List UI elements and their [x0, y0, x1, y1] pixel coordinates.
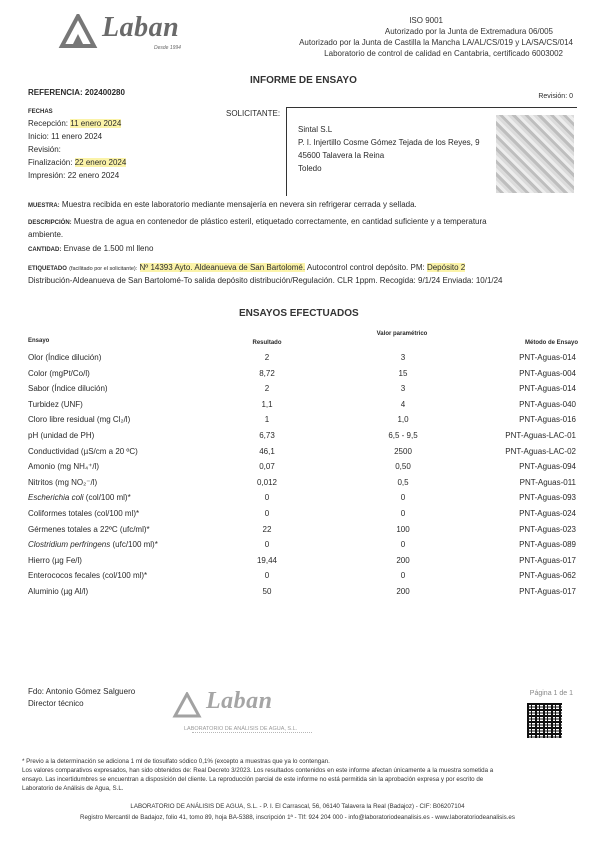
- test-method: PNT-Aguas-017: [519, 555, 576, 565]
- header-ensayo: Ensayo: [28, 338, 50, 344]
- start-date: Inicio: 11 enero 2024: [28, 132, 103, 141]
- header-resultado: Resultado: [252, 340, 282, 346]
- test-parametric-value: 0,50: [395, 462, 411, 472]
- table-row: [28, 460, 576, 475]
- test-method: PNT-Aguas-062: [519, 571, 576, 581]
- dates-block: [28, 108, 126, 182]
- accreditation-line: Autorizado por la Junta de Castilla la Mancha LA/AL/CS/019 y LA/SA/CS/014: [299, 38, 573, 47]
- test-method: PNT-Aguas-089: [519, 540, 576, 550]
- test-parametric-value: 0: [400, 540, 406, 550]
- test-result: 0: [264, 509, 270, 518]
- labeling-info: ETIQUETADO (facilitado por el solicitante): Nº 14393 Ayto. Aldeanueva de San Bartolomé. Autocontrol control depósito. PM: Depósito 2 Distribución-Aldeanueva de San Bartolomé-To salida depósito distribución/Regulación. CLR 1ppm. Recogida: 9/1/24 Enviada: 10/1/24: [28, 263, 503, 285]
- test-name: Cloro libre residual (mg Cl₂/l): [28, 415, 131, 425]
- test-name: Sabor (Índice dilución): [28, 384, 108, 394]
- logo-since: Desde 1994: [154, 45, 181, 51]
- dates-heading: FECHAS: [28, 109, 53, 115]
- tests-title: ENSAYOS EFECTUADOS: [239, 308, 359, 319]
- footer: [0, 801, 595, 823]
- revision-date: Revisión:: [28, 145, 61, 154]
- client-label: SOLICITANTE:: [226, 109, 281, 118]
- footer-line-2: Registro Mercantil de Badajoz, folio 41, tomo 89, hoja BA-5388, inscripción 1ª - Tlf: 924 204 000 - info@laboratoriodeanalisis.es - www.laboratoriodeanalisis.es: [80, 814, 515, 821]
- test-result: 0,07: [259, 462, 275, 472]
- table-row: [28, 491, 576, 506]
- test-parametric-value: 3: [400, 353, 406, 362]
- sample-info: MUESTRA: Muestra recibida en este laboratorio mediante mensajería en nevera sin refrigerar cerrada y sellada.: [28, 200, 417, 209]
- test-method: PNT-Aguas-017: [519, 587, 576, 596]
- footnote-3: ensayo. Las incertidumbres se encuentran a disposición del cliente. La reproducción parcial de este informe no está permitida sin la aprobación expresa y por escrito de: [22, 776, 484, 783]
- header-metodo: Método de Ensayo: [524, 340, 578, 346]
- qr-code: [527, 703, 562, 738]
- table-row: [28, 367, 576, 382]
- signer-name: Fdo: Antonio Gómez Salguero: [28, 687, 136, 696]
- stamp-text: LABORATORIO DE ANÁLISIS DE AGUA, S.L.: [184, 726, 298, 732]
- table-row: [28, 382, 576, 397]
- stamp-triangle-icon: [172, 692, 202, 718]
- table-row: [28, 507, 576, 522]
- client-province: Toledo: [298, 164, 322, 173]
- test-method: PNT-Aguas-023: [519, 524, 576, 534]
- test-result: 1: [264, 415, 270, 425]
- table-row: [28, 538, 576, 553]
- test-name: Escherichia coli (col/100 ml)*: [28, 493, 131, 503]
- accreditation-block: [213, 15, 573, 59]
- revision: Revisión: 0: [538, 93, 573, 100]
- test-result: 0: [264, 571, 270, 581]
- test-name: Turbidez (UNF): [28, 399, 83, 409]
- test-result: 0: [264, 493, 270, 503]
- test-method: PNT-Aguas-011: [519, 477, 576, 487]
- accreditation-line: Autorizado por la Junta de Extremadura 06/005: [384, 27, 553, 36]
- footnote-2: Los valores comparativos expresados, han sido obtenidos de: Real Decreto 3/2023. Los resultados contenidos en este informe afectan únicamente a la muestra sometida a: [22, 767, 494, 774]
- logo-triangle-icon: [58, 14, 98, 48]
- table-row: [28, 429, 576, 444]
- client-city: 45600 Talavera la Reina: [298, 151, 385, 160]
- test-result: 22: [262, 524, 272, 534]
- test-method: PNT-Aguas-LAC-01: [505, 431, 576, 440]
- test-name: Color (mgPt/Co/l): [28, 368, 90, 378]
- test-method: PNT-Aguas-LAC-02: [505, 446, 576, 456]
- test-parametric-value: 15: [398, 368, 408, 378]
- test-name: Aluminio (µg Al/l): [28, 587, 89, 596]
- test-result: 19,44: [256, 555, 278, 565]
- entry-stamp-image: [496, 115, 574, 193]
- test-parametric-value: 0,5: [397, 477, 409, 487]
- test-method: PNT-Aguas-014: [519, 353, 576, 362]
- client-address: P. I. Injertillo Cosme Gómez Tejada de los Reyes, 9: [298, 138, 480, 147]
- footnotes: [22, 757, 577, 793]
- test-name: Hierro (µg Fe/l): [28, 555, 82, 565]
- test-name: pH (unidad de PH): [28, 431, 95, 440]
- company-logo: [58, 12, 198, 54]
- header-valor: Valor paramétrico: [376, 331, 428, 337]
- accreditation-line: Laboratorio de control de calidad en Cantabria, certificado 6003002: [324, 49, 563, 58]
- reception-date: Recepción: 11 enero 2024: [28, 119, 122, 128]
- test-method: PNT-Aguas-024: [519, 509, 576, 518]
- signature-block: [28, 686, 135, 710]
- test-name: Amonio (mg NH₄⁺/l): [28, 462, 100, 472]
- test-parametric-value: 4: [400, 399, 406, 409]
- test-name: Conductividad (µS/cm a 20 ºC): [28, 446, 138, 456]
- finalization-date: Finalización: 22 enero 2024: [28, 158, 127, 167]
- test-result: 2: [264, 384, 270, 394]
- quantity-info: CANTIDAD: Envase de 1.500 ml lleno: [28, 244, 154, 253]
- test-parametric-value: 3: [400, 384, 406, 394]
- test-result: 2: [264, 353, 270, 362]
- page-number: Página 1 de 1: [529, 690, 573, 697]
- test-result: 0,012: [256, 477, 278, 487]
- test-parametric-value: 200: [396, 587, 410, 596]
- description-info: DESCRIPCIÓN: Muestra de agua en contenedor de plástico esteril, etiquetado correctamente, en cantidad suficiente y a temperatura ambiente.: [28, 217, 487, 239]
- test-result: 0: [264, 540, 270, 550]
- test-method: PNT-Aguas-004: [519, 368, 576, 378]
- test-method: PNT-Aguas-040: [519, 399, 576, 409]
- test-parametric-value: 6,5 - 9,5: [388, 431, 418, 440]
- table-row: [28, 554, 576, 569]
- print-date: Impresión: 22 enero 2024: [28, 171, 120, 180]
- footnote-1: * Previo a la determinación se adiciona 1 ml de tiosulfato sódico 0,1% (excepto a muestras que ya lo contengan.: [22, 758, 330, 765]
- table-row: [28, 413, 576, 428]
- test-name: Coliformes totales (col/100 ml)*: [28, 509, 140, 518]
- table-row: [28, 398, 576, 413]
- official-stamp: Laban LABORATORIO DE ANÁLISIS DE AGUA, S.L.: [172, 690, 332, 752]
- table-header: [28, 328, 578, 350]
- table-row: [28, 351, 576, 366]
- test-result: 8,72: [259, 368, 275, 378]
- client-details: [298, 123, 480, 175]
- test-result: 1,1: [261, 399, 273, 409]
- reference-number: REFERENCIA: 202400280: [28, 88, 125, 97]
- test-method: PNT-Aguas-094: [519, 462, 576, 472]
- table-row: [28, 523, 576, 538]
- table-row: [28, 569, 576, 584]
- test-name: Gérmenes totales a 22ºC (ufc/ml)*: [28, 524, 150, 534]
- table-row: [28, 445, 576, 460]
- test-method: PNT-Aguas-093: [519, 493, 576, 503]
- test-parametric-value: 100: [396, 524, 410, 534]
- accreditation-line: ISO 9001: [409, 16, 443, 25]
- table-row: [28, 476, 576, 491]
- test-name: Nitritos (mg NO₂⁻/l): [28, 477, 98, 487]
- signer-role: Director técnico: [28, 699, 84, 708]
- test-name: Enterococos fecales (col/100 ml)*: [28, 571, 148, 581]
- test-result: 50: [262, 587, 272, 596]
- logo-text: Laban: [102, 12, 180, 43]
- test-parametric-value: 0: [400, 571, 406, 581]
- test-name: Olor (Índice dilución): [28, 353, 102, 362]
- report-title: INFORME DE ENSAYO: [250, 75, 357, 86]
- test-result: 46,1: [259, 446, 275, 456]
- test-method: PNT-Aguas-014: [519, 384, 576, 394]
- test-parametric-value: 200: [396, 555, 410, 565]
- test-parametric-value: 2500: [394, 446, 412, 456]
- test-result: 6,73: [259, 431, 275, 440]
- test-parametric-value: 0: [400, 493, 406, 503]
- footnote-4: Laboratorio de Análisis de Agua, S.L.: [22, 785, 124, 792]
- test-parametric-value: 1,0: [397, 415, 409, 425]
- test-method: PNT-Aguas-016: [519, 415, 576, 425]
- client-name: Sintal S.L: [298, 125, 333, 134]
- footer-line-1: LABORATORIO DE ANÁLISIS DE AGUA, S.L. - P. I. El Carrascal, 56, 06140 Talavera la Real (Badajoz) - CIF: B06207104: [130, 803, 465, 810]
- test-parametric-value: 0: [400, 509, 406, 518]
- test-name: Clostridium perfringens (ufc/100 ml)*: [28, 540, 158, 550]
- table-row: [28, 585, 576, 600]
